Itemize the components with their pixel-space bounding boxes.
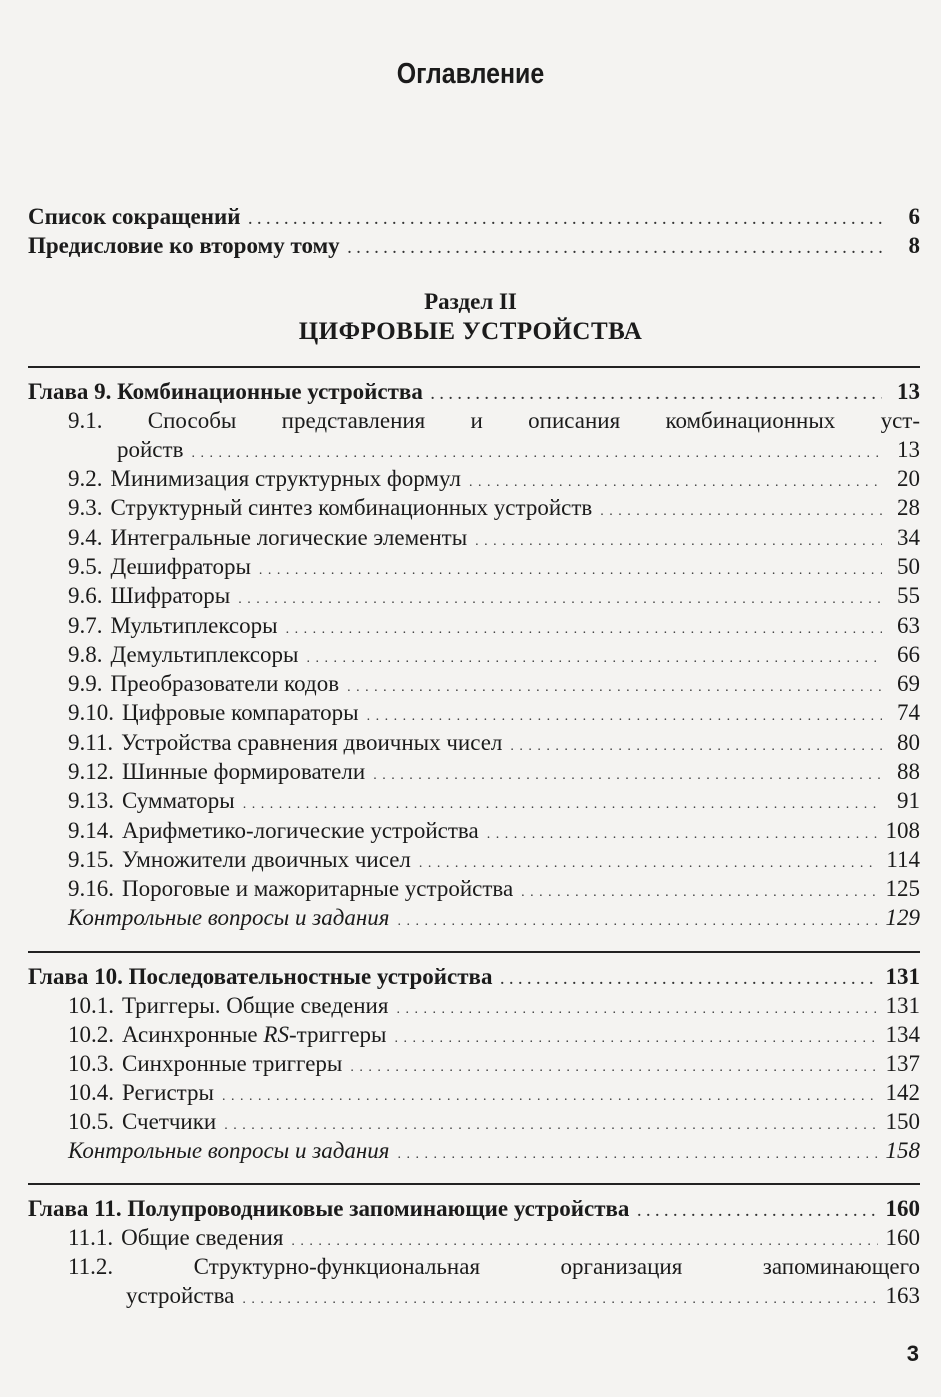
chapter-page: 160 [885,1196,920,1221]
entry-label: Минимизация структурных формул [110,466,461,491]
entry-page: 28 [897,495,920,521]
entry-label: Умножители двоичных чисел [122,846,411,872]
entry-number: 9.4. [68,524,103,550]
entry-number: 9.2. [68,466,103,491]
entry-page: 55 [897,583,920,609]
entry-label: Асинхронные RS-триггеры [122,1022,387,1047]
entry-number: 9.14. [68,817,114,843]
entry-label: Регистры [122,1080,214,1105]
entry-page: 20 [897,466,920,491]
toc-entry[interactable] [68,698,920,731]
entry-label: Синхронные триггеры [122,1051,343,1076]
entry-number: 10.1. [68,993,114,1018]
toc-entry-preface[interactable] [28,231,920,264]
entry-page: 91 [897,788,920,814]
entry-number: 9.10. [68,700,114,726]
entry-label: Преобразователи кодов [110,671,340,697]
entry-label: Устройства сравнения двоичных чисел [121,729,503,755]
entry-label: Мультиплексоры [110,612,278,638]
entry-number: 9.1. [68,408,103,433]
toc-entry[interactable] [68,845,920,878]
entry-page: 69 [897,671,920,697]
entry-word: уст- [880,408,920,433]
section-label: Раздел II [424,289,517,314]
questions-label: Контрольные вопросы и задания [68,905,390,930]
entry-label: Счетчики [122,1109,217,1134]
toc-questions-ch10[interactable] [68,1136,920,1169]
toc-entry[interactable] [68,611,920,644]
toc-entry[interactable] [68,464,920,497]
page-number: 3 [906,1341,919,1366]
entry-page: 88 [897,759,920,784]
toc-entry-label: Список сокращений [28,204,241,229]
entry-page: 125 [885,876,920,902]
entry-number: 11.2. [68,1254,114,1279]
entry-page: 34 [897,524,920,550]
chapter-title: Глава 10. Последовательностные устройства [28,964,493,989]
entry-label: Триггеры. Общие сведения [122,993,389,1018]
entry-page: 137 [885,1051,920,1076]
entry-page: 134 [885,1022,920,1047]
questions-label: Контрольные вопросы и задания [68,1138,390,1163]
divider [28,951,920,953]
entry-page: 13 [897,437,920,462]
entry-number: 9.7. [68,612,103,638]
toc-entry[interactable] [68,728,920,761]
entry-number: 9.16. [68,876,114,902]
section-title: ЦИФРОВЫЕ УСТРОЙСТВА [298,318,643,345]
entry-word: Структурно-функциональная [193,1254,481,1279]
entry-number: 10.4. [68,1080,114,1105]
divider [28,366,920,368]
chapter-page: 131 [885,964,920,989]
entry-page: 66 [897,641,920,667]
toc-entry[interactable] [68,493,920,526]
entry-number: 10.2. [68,1022,114,1047]
toc-entry-11-2-line2[interactable] [126,1281,920,1314]
toc-entry[interactable] [68,816,920,849]
dot-leader [397,907,877,936]
entry-number: 10.3. [68,1051,114,1076]
entry-word: представления [281,408,426,433]
entry-number: 9.6. [68,583,103,609]
entry-label-continued: ройств [117,437,184,462]
toc-entry[interactable] [68,523,920,556]
chapter-title: Глава 11. Полупроводниковые запоминающие устройства [28,1196,630,1221]
entry-number: 11.1. [68,1225,114,1250]
dot-leader [242,1285,877,1314]
entry-page: 142 [885,1080,920,1105]
entry-label: Шинные формирователи [122,759,366,784]
entry-page: 108 [885,817,920,843]
entry-label: Цифровые компараторы [122,700,359,726]
toc-entry[interactable] [68,669,920,702]
entry-label: Структурный синтез комбинационных устройств [110,495,593,521]
toc-entry[interactable] [68,640,920,673]
entry-label: Шифраторы [110,583,231,609]
entry-label: Сумматоры [122,788,235,814]
toc-entry-11-2-line1[interactable] [68,1252,920,1281]
entry-page: 50 [897,553,920,579]
entry-number: 9.15. [68,846,114,872]
chapter-page: 13 [897,379,920,404]
entry-label: Дешифраторы [110,553,251,579]
entry-page: 63 [897,612,920,638]
divider [28,1183,920,1185]
toc-entry[interactable] [68,581,920,614]
dot-leader [397,1140,877,1169]
entry-page: 74 [897,700,920,726]
entry-label: Демультиплексоры [110,641,299,667]
entry-word: комбинационных [665,408,836,433]
dot-leader [348,235,882,264]
entry-page: 163 [885,1283,920,1308]
entry-label-continued: устройства [126,1283,235,1308]
entry-word: организация [560,1254,683,1279]
toc-questions-ch9[interactable] [68,903,920,936]
entry-page: 80 [897,729,920,755]
entry-word: и [470,408,483,433]
entry-number: 9.13. [68,788,114,814]
entry-number: 9.11. [68,729,114,755]
entry-number: 9.5. [68,553,103,579]
entry-number: 9.8. [68,641,103,667]
entry-word: описания [528,408,621,433]
entry-number: 10.5. [68,1109,114,1134]
toc-entry-9-1-line1[interactable] [68,406,920,435]
entry-word: запоминающего [762,1254,920,1279]
toc-entry[interactable] [68,757,920,790]
entry-number: 9.12. [68,759,114,784]
entry-label: Пороговые и мажоритарные устройства [122,876,514,902]
entry-word: Способы [147,408,237,433]
toc-entry-label: Предисловие ко второму тому [28,233,340,258]
questions-page: 129 [885,905,920,930]
entry-number: 9.9. [68,671,103,697]
entry-label: Интегральные логические элементы [110,524,468,550]
toc-entry[interactable] [68,552,920,585]
entry-label: Арифметико-логические устройства [122,817,479,843]
questions-page: 158 [885,1138,920,1163]
entry-number: 9.3. [68,495,103,521]
chapter-title: Глава 9. Комбинационные устройства [28,379,423,404]
page-title: Оглавление [396,58,545,90]
toc-entry[interactable] [68,786,920,819]
entry-page: 150 [885,1109,920,1134]
toc-entry-page: 8 [908,233,920,258]
toc-entry-page: 6 [908,204,920,229]
entry-page: 131 [885,993,920,1018]
entry-label: Общие сведения [121,1225,284,1250]
entry-page: 114 [886,846,920,872]
entry-page: 160 [885,1225,920,1250]
